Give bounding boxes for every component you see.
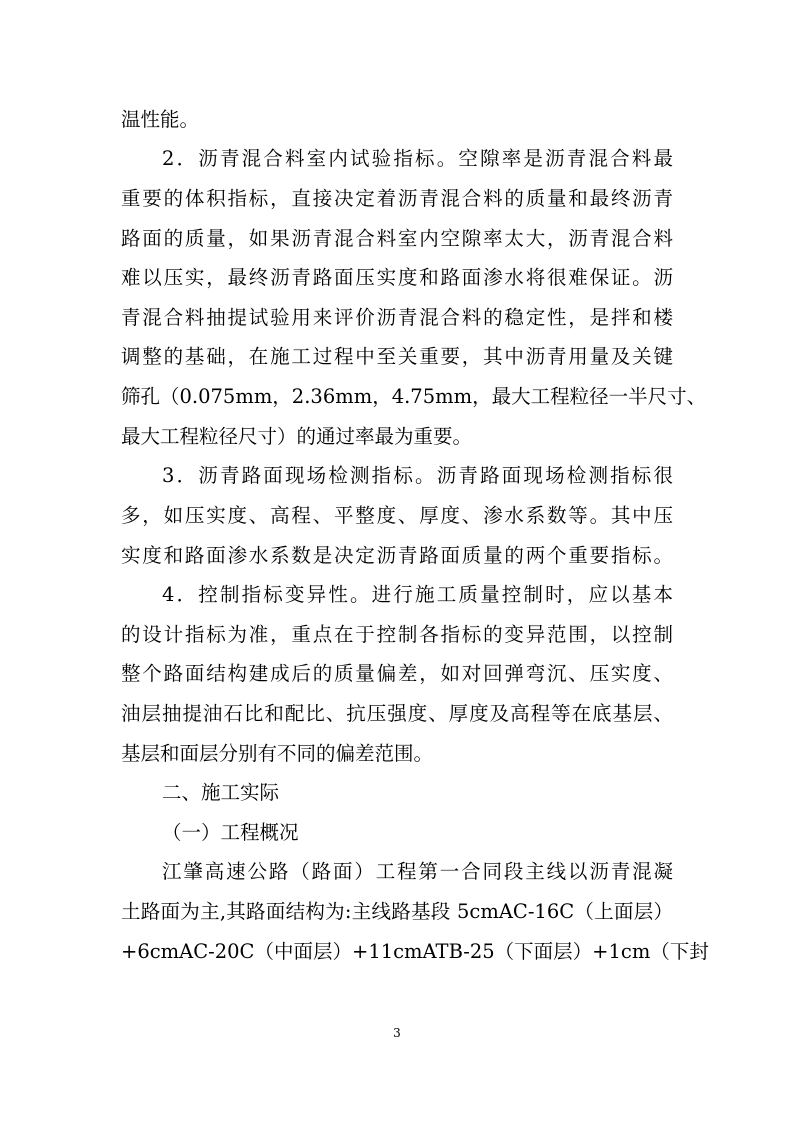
text-line: 难以压实，最终沥青路面压实度和路面渗水将很难保证。沥 [121,266,673,289]
text-line: 的设计指标为准，重点在于控制各指标的变异范围，以控制 [121,623,673,646]
text-line: 最大工程粒径尺寸）的通过率最为重要。 [121,425,473,448]
text-line: 油层抽提油石比和配比、抗压强度、厚度及高程等在底基层、 [121,702,673,725]
text-line: 温性能。 [121,108,200,131]
text-line: 整个路面结构建成后的质量偏差，如对回弹弯沉、压实度、 [121,662,673,685]
paragraph-start: 江肇高速公路（路面）工程第一合同段主线以沥青混凝 [162,860,673,883]
text-line: 青混合料抽提试验用来评价沥青混合料的稳定性，是拌和楼 [121,306,673,329]
text-line: 土路面为主,其路面结构为:主线路基段 5cmAC-16C（上面层） [121,900,673,923]
page-number: 3 [393,1026,401,1040]
text-line: 实度和路面渗水系数是决定沥青路面质量的两个重要指标。 [121,544,673,567]
paragraph-2-start: 2．沥青混合料室内试验指标。空隙率是沥青混合料最 [162,147,673,170]
text-line: +6cmAC-20C（中面层）+11cmATB-25（下面层）+1cm（下封 [121,940,709,963]
text-line: 路面的质量，如果沥青混合料室内空隙率太大，沥青混合料 [121,227,673,250]
subsection-heading: （一）工程概况 [162,821,299,844]
text-line: 多，如压实度、高程、平整度、厚度、渗水系数等。其中压 [121,504,673,527]
section-heading: 二、施工实际 [162,781,280,804]
text-line: 重要的体积指标，直接决定着沥青混合料的质量和最终沥青 [121,187,673,210]
paragraph-3-start: 3．沥青路面现场检测指标。沥青路面现场检测指标很 [162,464,673,487]
text-line: 基层和面层分别有不同的偏差范围。 [121,742,434,765]
text-line: 调整的基础，在施工过程中至关重要，其中沥青用量及关键 [121,345,673,368]
paragraph-4-start: 4．控制指标变异性。进行施工质量控制时，应以基本 [162,583,673,606]
text-line: 筛孔（0.075mm，2.36mm，4.75mm，最大工程粒径一半尺寸、 [121,385,707,408]
